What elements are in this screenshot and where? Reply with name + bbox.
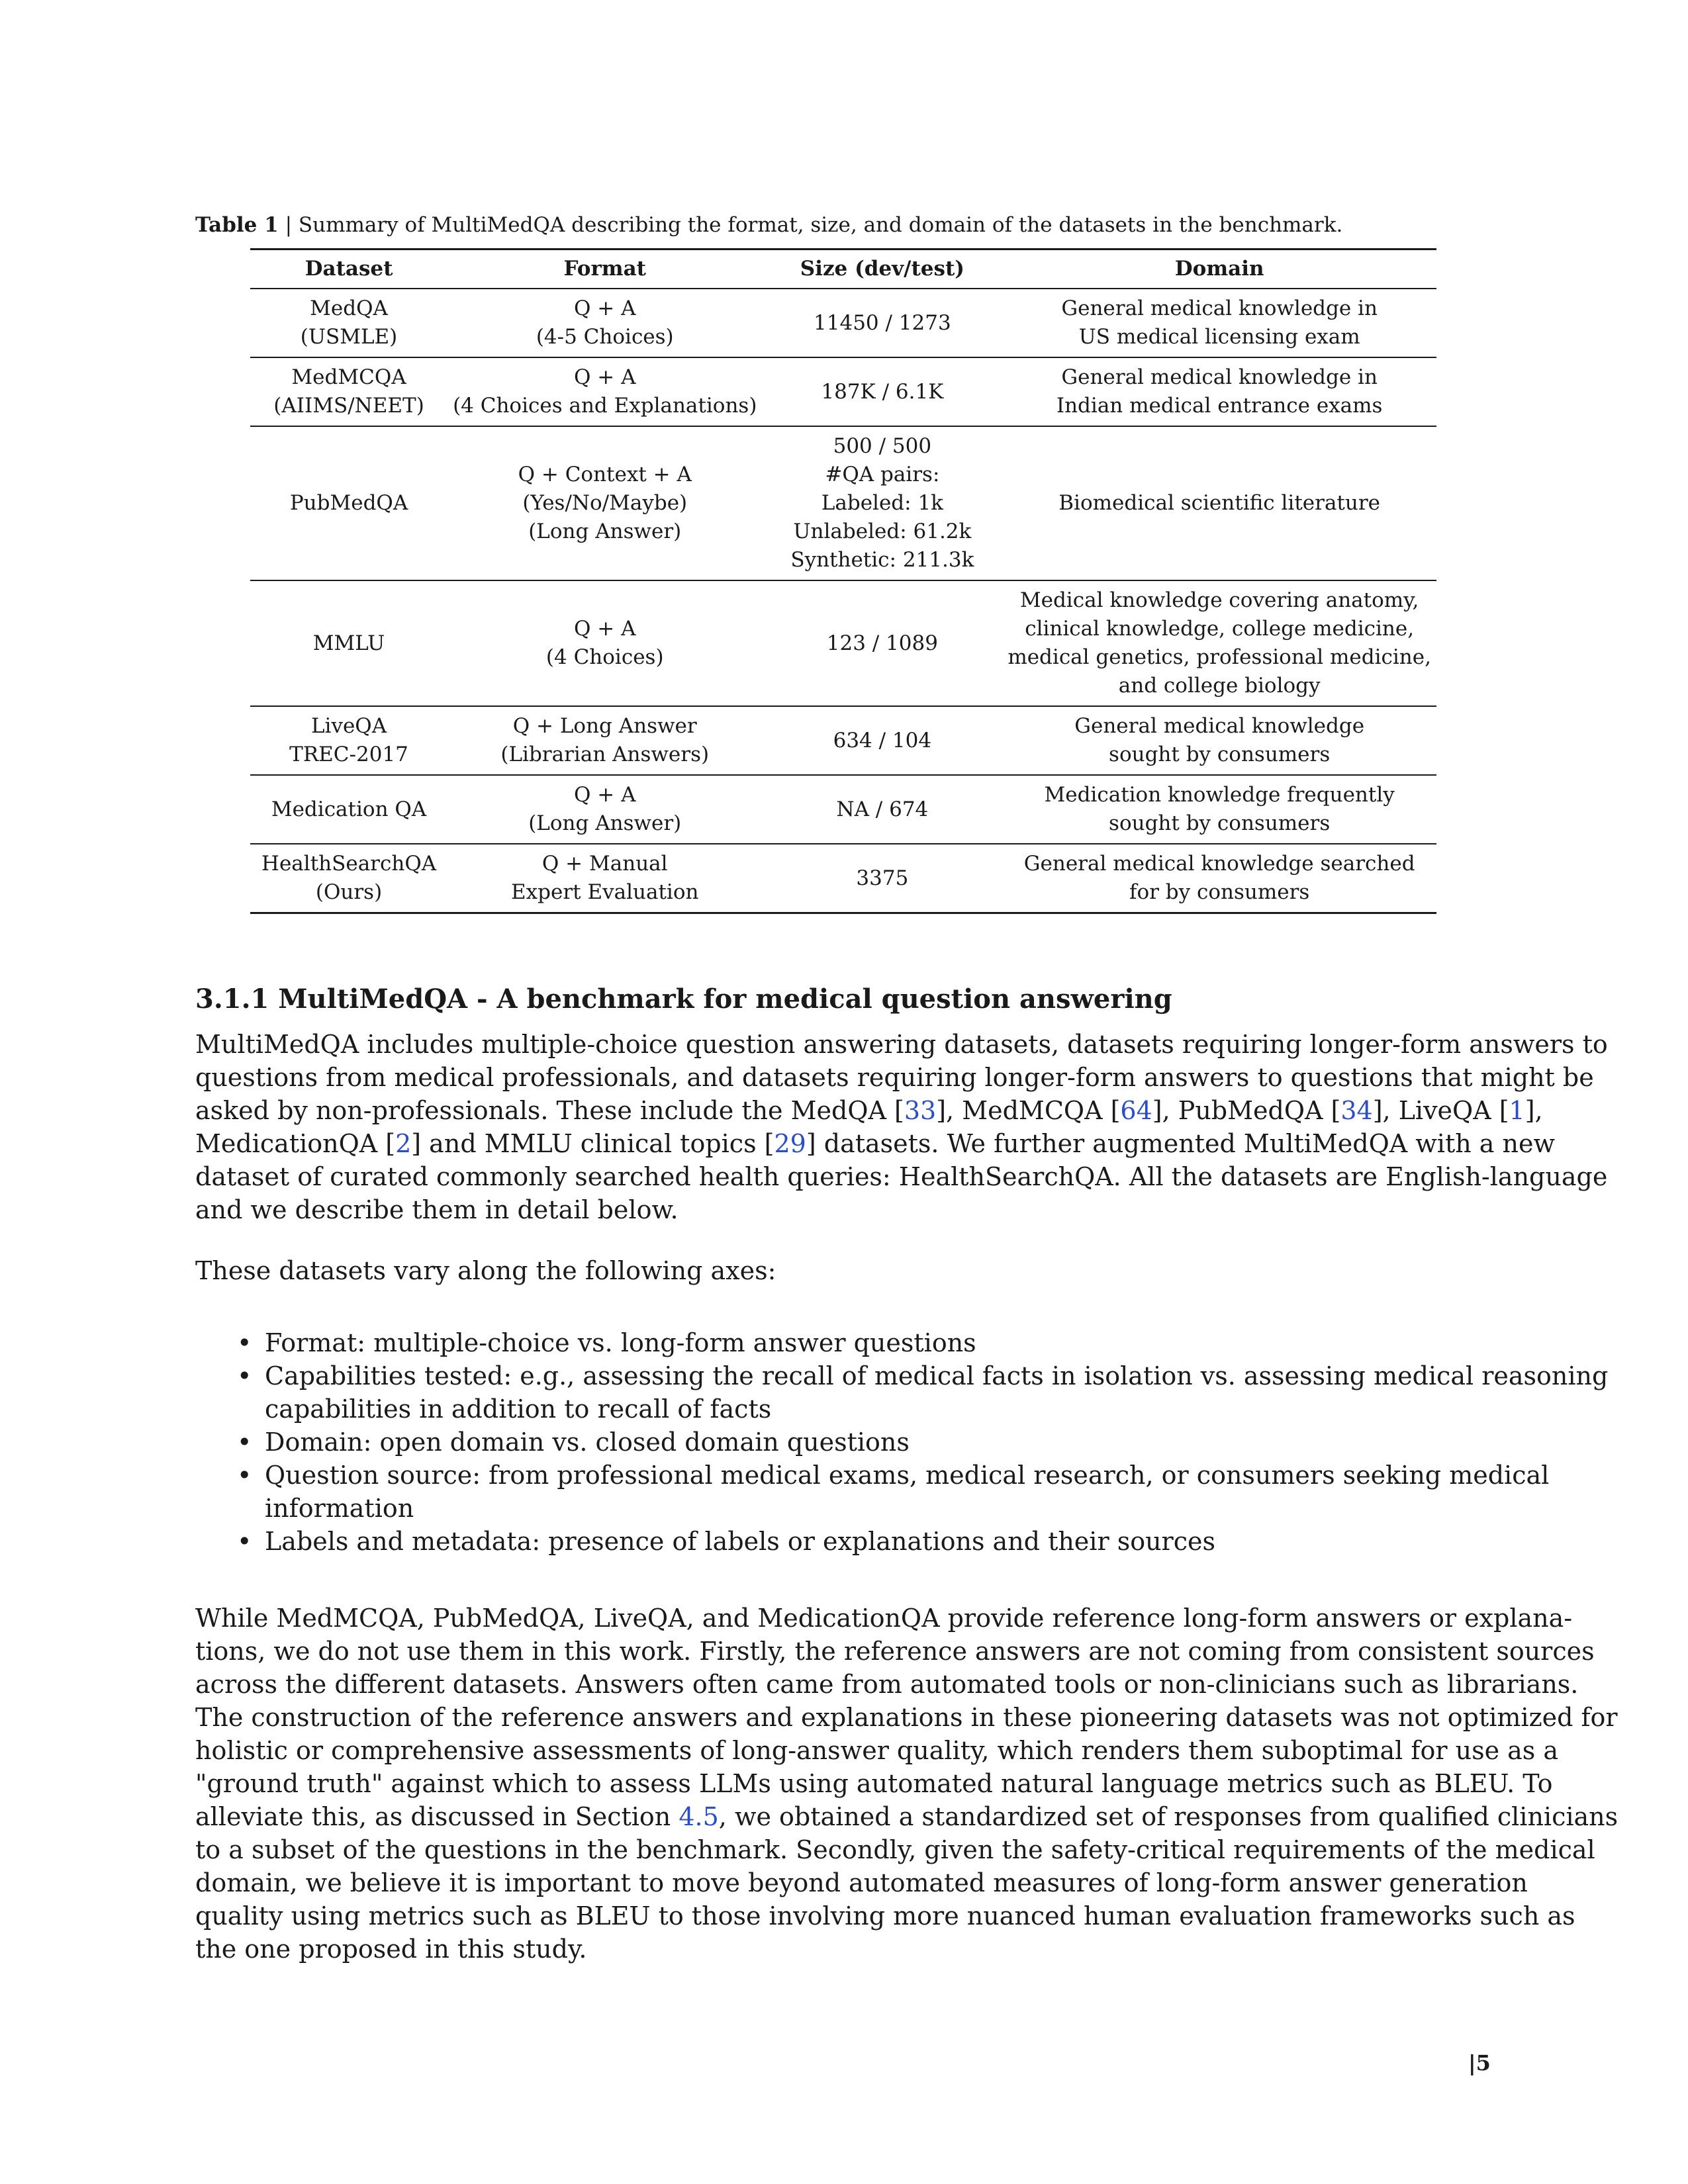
text-line: and we describe them in detail below. <box>195 1195 679 1224</box>
section-heading: 3.1.1 MultiMedQA - A benchmark for medical question answering <box>195 983 1172 1015</box>
axes-bullet-list <box>225 1326 1609 1558</box>
cell-line: Q + A <box>574 617 636 641</box>
list-item <box>225 1426 1493 1459</box>
cell-line: 123 / 1089 <box>826 631 938 655</box>
cell-domain <box>1002 289 1436 357</box>
cell-format <box>447 580 762 706</box>
cell-line: 187K / 6.1K <box>821 379 944 404</box>
citation-link[interactable]: 64 <box>1120 1096 1152 1125</box>
list-item <box>225 1525 1493 1558</box>
cell-line: Q + A <box>574 365 636 389</box>
cell-line: 500 / 500 <box>833 434 932 458</box>
table-caption-text: Summary of MultiMedQA describing the format, size, and domain of the datasets in the benchmark. <box>298 213 1343 237</box>
text-line <box>195 1127 1555 1160</box>
cell-dataset <box>250 289 447 357</box>
cell-line: Medication knowledge frequently <box>1044 783 1395 807</box>
text-line: These datasets vary along the following axes: <box>195 1256 776 1285</box>
cell-line: Synthetic: 211.3k <box>790 548 974 572</box>
text-run: , we obtained a standardized set of responses from qualified clinicians <box>718 1802 1618 1831</box>
bullet-icon: • <box>237 1461 252 1490</box>
cell-line: General medical knowledge in <box>1061 296 1378 320</box>
cell-line: TREC-2017 <box>289 743 408 766</box>
cell-dataset <box>250 580 447 706</box>
cell-line: medical genetics, professional medicine, <box>1008 645 1431 669</box>
cell-line: LiveQA <box>310 714 387 738</box>
citation-link[interactable]: 29 <box>774 1129 806 1158</box>
cell-line: (USMLE) <box>300 325 398 349</box>
text-line: The construction of the reference answers and explanations in these pioneering datasets was not optimized for <box>195 1703 1618 1732</box>
bullet-icon: • <box>237 1328 252 1357</box>
cell-line: Medication QA <box>271 797 427 821</box>
table-row <box>250 844 1436 913</box>
cell-line: sought by consumers <box>1109 743 1331 766</box>
cell-line: (4-5 Choices) <box>536 325 674 349</box>
table-row <box>250 775 1436 844</box>
cell-line: Unlabeled: 61.2k <box>793 520 972 543</box>
cell-format <box>447 426 762 580</box>
cell-line: General medical knowledge searched <box>1023 852 1415 876</box>
text-run: ], LiveQA [ <box>1372 1096 1509 1125</box>
text-run: ] and MMLU clinical topics [ <box>411 1129 774 1158</box>
text-run: alleviate this, as discussed in Section <box>195 1802 679 1831</box>
text-line: across the different datasets. Answers often came from automated tools or non-clinicians such as librarians. <box>195 1670 1579 1699</box>
cell-line: (Yes/No/Maybe) <box>522 491 688 515</box>
cell-format <box>447 289 762 357</box>
text-line: Question source: from professional medical exams, medical research, or consumers seeking medical <box>265 1461 1550 1490</box>
header-size: Size (dev/test) <box>762 250 1002 289</box>
cell-line: 3375 <box>856 866 909 890</box>
text-run: MedicationQA [ <box>195 1129 396 1158</box>
header-domain: Domain <box>1002 250 1436 289</box>
cell-domain <box>1002 706 1436 775</box>
cell-line: (4 Choices) <box>545 645 664 669</box>
table-row <box>250 289 1436 357</box>
bullet-icon: • <box>237 1527 252 1556</box>
text-line <box>195 1094 1543 1127</box>
text-line <box>195 1800 1618 1833</box>
cell-line: MedMCQA <box>291 365 406 389</box>
cell-line: #QA pairs: <box>825 463 940 486</box>
table-row <box>250 706 1436 775</box>
cell-line: Labeled: 1k <box>821 491 943 515</box>
text-line: information <box>265 1494 414 1523</box>
text-line: MultiMedQA includes multiple-choice question answering datasets, datasets requiring longer-form answers to <box>195 1030 1608 1059</box>
cell-dataset <box>250 844 447 913</box>
text-line: domain, we believe it is important to move beyond automated measures of long-form answer generation <box>195 1868 1528 1897</box>
cell-size <box>762 580 1002 706</box>
table-row <box>250 357 1436 426</box>
text-run: ], <box>1524 1096 1543 1125</box>
cell-line: Q + A <box>574 783 636 807</box>
cell-line: (Long Answer) <box>528 520 682 543</box>
cell-domain <box>1002 580 1436 706</box>
text-line: holistic or comprehensive assessments of long-answer quality, which renders them suboptimal for use as a <box>195 1736 1559 1765</box>
cell-line: clinical knowledge, college medicine, <box>1025 617 1415 641</box>
page-number: |5 <box>1468 2050 1491 2075</box>
cell-size <box>762 357 1002 426</box>
list-item <box>225 1326 1493 1359</box>
cell-line: General medical knowledge <box>1074 714 1365 738</box>
intro-paragraph <box>195 1028 1608 1226</box>
cell-line: Medical knowledge covering anatomy, <box>1019 588 1419 612</box>
cell-line: (Ours) <box>315 880 383 904</box>
cell-line: Q + Context + A <box>518 463 692 486</box>
table-body <box>250 289 1436 913</box>
cell-line: Q + Long Answer <box>512 714 697 738</box>
text-line: dataset of curated commonly searched health queries: HealthSearchQA. All the datasets are English-language <box>195 1162 1608 1191</box>
cell-line: (AIIMS/NEET) <box>273 394 424 418</box>
table-caption <box>195 210 1493 240</box>
header-format: Format <box>447 250 762 289</box>
cell-line: Q + Manual <box>541 852 668 876</box>
cell-line: Expert Evaluation <box>511 880 699 904</box>
text-line: Labels and metadata: presence of labels or explanations and their sources <box>265 1527 1215 1556</box>
text-line: to a subset of the questions in the benchmark. Secondly, given the safety-critical requirements of the medical <box>195 1835 1595 1864</box>
text-run: asked by non-professionals. These include the MedQA [ <box>195 1096 904 1125</box>
cell-line: General medical knowledge in <box>1061 365 1378 389</box>
bullet-icon: • <box>237 1361 252 1390</box>
cell-line: MedQA <box>310 296 388 320</box>
text-line: Format: multiple-choice vs. long-form answer questions <box>265 1328 976 1357</box>
text-run: ], MedMCQA [ <box>936 1096 1121 1125</box>
cell-line: and college biology <box>1118 674 1321 698</box>
text-line: Domain: open domain vs. closed domain questions <box>265 1428 910 1457</box>
text-line: While MedMCQA, PubMedQA, LiveQA, and MedicationQA provide reference long-form answers or explana- <box>195 1604 1573 1633</box>
cell-dataset <box>250 706 447 775</box>
cell-line: for by consumers <box>1129 880 1310 904</box>
cell-line: (4 Choices and Explanations) <box>453 394 757 418</box>
cell-format <box>447 357 762 426</box>
text-line: Capabilities tested: e.g., assessing the recall of medical facts in isolation vs. assessing medical reasoning <box>265 1361 1609 1390</box>
header-dataset: Dataset <box>250 250 447 289</box>
cell-size <box>762 289 1002 357</box>
bullet-icon: • <box>237 1428 252 1457</box>
dataset-summary-table <box>250 248 1436 914</box>
axes-intro-paragraph <box>195 1254 1493 1287</box>
table-caption-separator: | <box>278 213 299 237</box>
cell-size <box>762 775 1002 844</box>
cell-line: MMLU <box>312 631 385 655</box>
text-line: quality using metrics such as BLEU to those involving more nuanced human evaluation frameworks such as <box>195 1901 1575 1931</box>
cell-line: 634 / 104 <box>833 728 932 752</box>
cell-domain <box>1002 844 1436 913</box>
cell-domain <box>1002 426 1436 580</box>
text-line: capabilities in addition to recall of facts <box>265 1394 772 1424</box>
cell-line: PubMedQA <box>289 491 408 515</box>
cell-line: (Librarian Answers) <box>500 743 710 766</box>
cell-line: HealthSearchQA <box>261 852 437 876</box>
cell-line: Indian medical entrance exams <box>1056 394 1383 418</box>
citation-link[interactable]: 1 <box>1509 1096 1525 1125</box>
cell-line: Biomedical scientific literature <box>1058 491 1381 515</box>
cell-format <box>447 775 762 844</box>
list-item <box>225 1359 1609 1426</box>
cell-line: sought by consumers <box>1109 811 1331 835</box>
reference-answers-paragraph <box>195 1602 1618 1966</box>
cell-size <box>762 844 1002 913</box>
cell-dataset <box>250 426 447 580</box>
list-item <box>225 1459 1550 1525</box>
cell-size <box>762 426 1002 580</box>
citation-link[interactable]: 34 <box>1340 1096 1373 1125</box>
cell-line: Q + A <box>574 296 636 320</box>
cell-line: (Long Answer) <box>528 811 682 835</box>
cell-format <box>447 706 762 775</box>
text-run: ] datasets. We further augmented MultiMedQA with a new <box>806 1129 1555 1158</box>
cell-size <box>762 706 1002 775</box>
text-line: questions from medical professionals, and datasets requiring longer-form answers to questions that might be <box>195 1063 1594 1092</box>
citation-link[interactable]: 2 <box>395 1129 412 1158</box>
cell-dataset <box>250 775 447 844</box>
cell-domain <box>1002 357 1436 426</box>
text-line: the one proposed in this study. <box>195 1934 587 1964</box>
text-line: "ground truth" against which to assess LLMs using automated natural language metrics such as BLEU. To <box>195 1769 1553 1798</box>
cell-domain <box>1002 775 1436 844</box>
table-header-row <box>250 250 1436 289</box>
cell-line: NA / 674 <box>836 797 929 821</box>
section-reference-link[interactable]: 4.5 <box>679 1802 719 1831</box>
table-row <box>250 580 1436 706</box>
cell-line: 11450 / 1273 <box>814 310 951 335</box>
text-line: tions, we do not use them in this work. Firstly, the reference answers are not coming from consistent sources <box>195 1637 1595 1666</box>
table-caption-label: Table 1 <box>195 213 279 237</box>
cell-format <box>447 844 762 913</box>
cell-line: US medical licensing exam <box>1078 325 1360 349</box>
table-row <box>250 426 1436 580</box>
cell-dataset <box>250 357 447 426</box>
text-run: ], PubMedQA [ <box>1152 1096 1341 1125</box>
citation-link[interactable]: 33 <box>904 1096 937 1125</box>
